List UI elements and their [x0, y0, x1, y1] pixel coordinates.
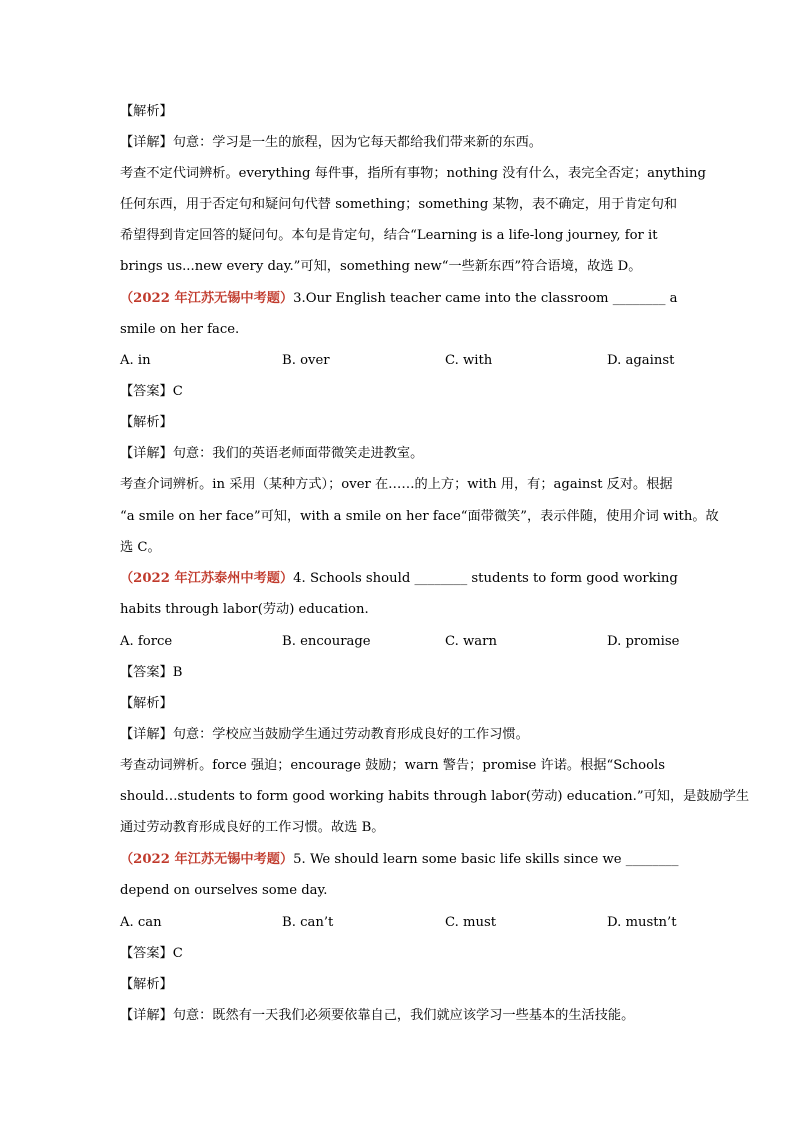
- question-text-cont: smile on her face.: [120, 322, 240, 337]
- analysis-label: 【解析】: [120, 104, 173, 119]
- option-d: D. mustn’t: [607, 915, 677, 930]
- option-b: B. encourage: [282, 634, 371, 649]
- question-source: （2022 年江苏泰州中考题）: [120, 571, 294, 586]
- question-source: （2022 年江苏无锡中考题）: [120, 852, 294, 867]
- question-text-cont: habits through labor(劳动) education.: [120, 602, 369, 617]
- question-source: （2022 年江苏无锡中考题）: [120, 291, 294, 306]
- option-d: D. promise: [607, 634, 680, 649]
- option-b: B. can’t: [282, 915, 334, 930]
- question-text: 4. Schools should ________ students to form good working: [293, 571, 678, 586]
- option-a: A. in: [120, 353, 151, 368]
- answer-line: 【答案】C: [120, 946, 183, 961]
- detail-line: 【详解】句意：学习是一生的旅程，因为它每天都给我们带来新的东西。: [120, 135, 542, 150]
- option-c: C. must: [445, 915, 497, 930]
- question-text: 3.Our English teacher came into the classroom ________ a: [293, 291, 678, 306]
- explanation-line: 考查介词辨析。in 采用（某种方式）；over 在……的上方；with 用，有；against 反对。根据: [120, 477, 673, 492]
- analysis-label: 【解析】: [120, 977, 173, 992]
- option-c: C. warn: [445, 634, 497, 649]
- explanation-line: brings us...new every day.”可知，something new“一些新东西”符合语境，故选 D。: [120, 259, 642, 274]
- option-b: B. over: [282, 353, 330, 368]
- question-stem: [120, 850, 680, 870]
- explanation-line: 考查动词辨析。force 强迫；encourage 鼓励；warn 警告；promise 许诺。根据“Schools: [120, 758, 665, 773]
- question-text-cont: depend on ourselves some day.: [120, 883, 328, 898]
- option-c: C. with: [445, 353, 493, 368]
- question-stem: [120, 569, 680, 589]
- explanation-line: 希望得到肯定回答的疑问句。本句是肯定句，结合“Learning is a life-long journey, for it: [120, 228, 658, 243]
- answer-line: 【答案】C: [120, 384, 183, 399]
- analysis-label: 【解析】: [120, 696, 173, 711]
- option-a: A. can: [120, 915, 162, 930]
- detail-line: 【详解】句意：既然有一天我们必须要依靠自己，我们就应该学习一些基本的生活技能。: [120, 1008, 635, 1023]
- answer-line: 【答案】B: [120, 665, 183, 680]
- explanation-line: should…students to form good working habits through labor(劳动) education.”可知，是鼓励学生: [120, 789, 750, 804]
- explanation-line: 考查不定代词辨析。everything 每件事，指所有事物；nothing 没有什么，表完全否定；anything: [120, 166, 706, 181]
- explanation-line: 任何东西，用于否定句和疑问句代替 something；something 某物，表不确定，用于肯定句和: [120, 197, 678, 212]
- question-stem: [120, 289, 680, 309]
- explanation-line: 选 C。: [120, 540, 161, 555]
- detail-line: 【详解】句意：我们的英语老师面带微笑走进教室。: [120, 446, 424, 461]
- explanation-line: 通过劳动教育形成良好的工作习惯。故选 B。: [120, 820, 385, 835]
- option-d: D. against: [607, 353, 675, 368]
- question-text: 5. We should learn some basic life skills since we ________: [293, 852, 679, 867]
- detail-line: 【详解】句意：学校应当鼓励学生通过劳动教育形成良好的工作习惯。: [120, 727, 529, 742]
- explanation-line: “a smile on her face”可知，with a smile on her face“面带微笑”，表示伴随，使用介词 with。故: [120, 509, 719, 524]
- option-a: A. force: [120, 634, 173, 649]
- analysis-label: 【解析】: [120, 415, 173, 430]
